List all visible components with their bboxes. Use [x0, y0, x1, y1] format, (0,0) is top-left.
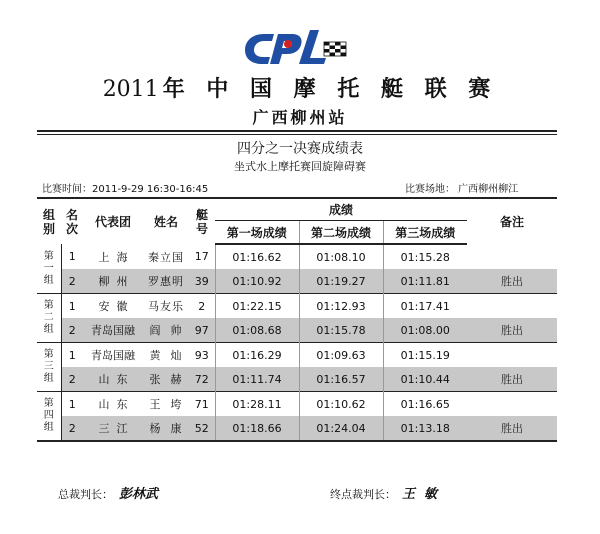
note-cell: 胜出: [467, 318, 557, 343]
col-run1: 第一场成绩: [215, 221, 299, 245]
boat-cell: 39: [189, 269, 215, 294]
group-4: [37, 392, 557, 442]
title-year: 2011: [102, 77, 159, 102]
title-divider-thin: [37, 134, 557, 135]
team-cell: 青岛国融: [83, 318, 143, 343]
run3-cell: 01:15.28: [400, 250, 450, 264]
group-label: 第四组: [37, 392, 61, 442]
boat-cell: 71: [189, 392, 215, 417]
race-time: 比赛时间：2011-9-29 16:30-16:45: [42, 184, 209, 195]
note-cell: [467, 343, 557, 368]
team-cell: 三 江: [83, 416, 143, 441]
results-table: [37, 197, 557, 442]
note-cell: [467, 294, 557, 319]
group-label: 第三组: [37, 343, 61, 392]
col-group-label: 组别: [42, 207, 55, 236]
name-cell: 张 赫: [143, 367, 189, 392]
chief-referee: [58, 483, 158, 502]
finish-referee: [330, 483, 437, 502]
table-row: [37, 269, 557, 294]
run2-cell: 01:15.78: [299, 318, 383, 343]
run1-cell: 01:10.92: [215, 269, 299, 294]
run1-cell: 01:16.29: [215, 343, 299, 368]
boat-cell: 52: [189, 416, 215, 441]
col-team: 代表团: [94, 215, 131, 229]
finish-referee-label: 终点裁判长：: [330, 488, 396, 501]
run1-cell: 01:11.74: [215, 367, 299, 392]
rank-cell: 1: [68, 299, 76, 313]
rank-cell: 2: [61, 318, 83, 343]
run2-cell: 01:19.27: [299, 269, 383, 294]
name-cell: 马友乐: [148, 300, 184, 313]
main-title: [0, 72, 600, 103]
group-label: 第一组: [37, 244, 61, 294]
col-run2: 第二场成绩: [299, 221, 383, 245]
rank-cell: 2: [61, 367, 83, 392]
run2-cell: 01:09.63: [299, 343, 383, 368]
name-cell: 秦立国: [148, 250, 184, 264]
table-row: [37, 343, 557, 368]
team-cell: 山 东: [83, 367, 143, 392]
race-place: 比赛场地： 广西柳州柳江: [405, 184, 519, 195]
group-1: [37, 244, 557, 294]
title-text: 年 中 国 摩 托 艇 联 赛: [162, 76, 498, 102]
run3-cell: 01:11.81: [383, 269, 467, 294]
col-name: 姓名: [153, 215, 178, 229]
table-title: 四分之一决赛成绩表: [237, 141, 363, 157]
name-cell: 罗惠明: [143, 269, 189, 294]
run3-cell: 01:10.44: [383, 367, 467, 392]
team-cell: 上 海: [98, 250, 128, 264]
table-row: [37, 416, 557, 441]
run2-cell: 01:10.62: [299, 392, 383, 417]
name-cell: 王 垮: [149, 398, 183, 411]
run1-cell: 01:28.11: [215, 392, 299, 417]
note-cell: 胜出: [467, 367, 557, 392]
rank-cell: 1: [68, 397, 76, 411]
run1-cell: 01:16.62: [215, 244, 299, 269]
rank-cell: 2: [61, 416, 83, 441]
col-rank: [61, 198, 83, 244]
boat-cell: 17: [189, 244, 215, 269]
col-group: [37, 198, 61, 244]
group-label: 第二组: [37, 294, 61, 343]
table-row: [37, 367, 557, 392]
rank-cell: 1: [68, 348, 76, 362]
run3-cell: 01:16.65: [400, 397, 450, 411]
name-cell: 阎 帅: [143, 318, 189, 343]
col-run3: 第三场成绩: [383, 221, 467, 245]
boat-cell: 72: [189, 367, 215, 392]
group-2: [37, 294, 557, 343]
run1-cell: 01:08.68: [215, 318, 299, 343]
table-row: [37, 318, 557, 343]
team-cell: 安 徽: [98, 300, 128, 313]
rank-cell: 1: [68, 250, 76, 263]
col-results: 成绩: [215, 198, 467, 221]
name-cell: 杨 康: [143, 416, 189, 441]
run1-cell: 01:18.66: [215, 416, 299, 441]
col-boat: [189, 198, 215, 244]
col-note: 备注: [500, 215, 525, 229]
table-row: [37, 392, 557, 417]
run3-cell: 01:17.41: [400, 299, 450, 313]
note-cell: 胜出: [467, 416, 557, 441]
station-title: 广西柳州站: [252, 108, 348, 127]
note-cell: [467, 392, 557, 417]
run2-cell: 01:16.57: [299, 367, 383, 392]
cpl-logo: [242, 28, 348, 68]
event-subtitle: 坐式水上摩托赛回旋障碍赛: [234, 160, 366, 173]
name-cell: 黄 灿: [149, 349, 183, 362]
note-cell: [467, 244, 557, 269]
finish-referee-signature: 王 敏: [402, 487, 438, 502]
chief-referee-signature: 彭林武: [119, 487, 159, 502]
boat-cell: 2: [189, 294, 215, 319]
team-cell: 青岛国融: [91, 349, 135, 362]
run2-cell: 01:08.10: [299, 244, 383, 269]
run3-cell: 01:15.19: [400, 348, 450, 362]
run2-cell: 01:24.04: [299, 416, 383, 441]
col-rank-label: 名次: [65, 207, 78, 236]
table-row: [37, 244, 557, 269]
col-boat-label: 艇号: [195, 207, 208, 236]
run3-cell: 01:13.18: [383, 416, 467, 441]
run2-cell: 01:12.93: [299, 294, 383, 319]
chief-referee-label: 总裁判长：: [58, 488, 113, 501]
boat-cell: 97: [189, 318, 215, 343]
run1-cell: 01:22.15: [215, 294, 299, 319]
boat-cell: 93: [189, 343, 215, 368]
rank-cell: 2: [61, 269, 83, 294]
team-cell: 山 东: [98, 398, 128, 411]
run3-cell: 01:08.00: [383, 318, 467, 343]
table-row: [37, 294, 557, 319]
title-divider: [37, 130, 557, 132]
group-3: [37, 343, 557, 392]
note-cell: 胜出: [467, 269, 557, 294]
team-cell: 柳 州: [83, 269, 143, 294]
